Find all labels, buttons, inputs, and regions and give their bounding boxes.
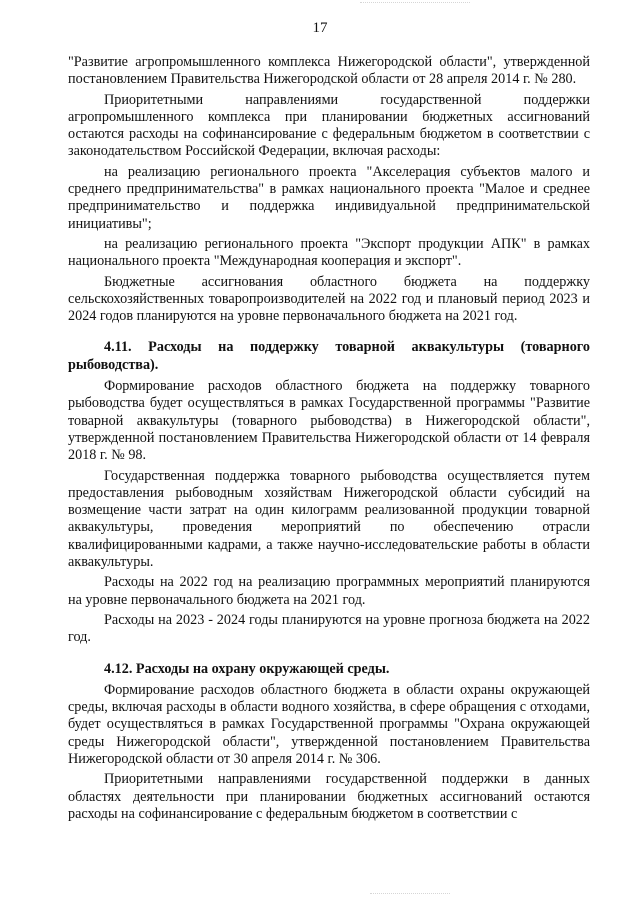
paragraph: Приоритетными направлениями государственной поддержки в данных областях деятельности при планировании бюджетных ассигнований остаются расходы на софинансирование с федеральным бюджетом в соответствии с [68,771,590,822]
page-number: 17 [312,20,328,36]
paragraph: Государственная поддержка товарного рыбоводства осуществляется путем предоставления рыбоводным хозяйствам Нижегородской области субсидий на возмещение части затрат на один килограмм реализованной продукции товарной аквакультуры, проведения мероприятий по обеспечению отрасли квалифицированными кадрами, а также научно-исследовательские работы в области аквакультуры. [68,467,590,571]
paragraph: "Развитие агропромышленного комплекса Нижегородской области", утвержденной постановлением Правительства Нижегородской области от 28 апреля 2014 г. № 280. [68,54,590,88]
document-body [68,54,590,826]
scan-artifact-bottom [370,893,450,898]
paragraph: Расходы на 2023 - 2024 годы планируются на уровне прогноза бюджета на 2022 год. [68,611,590,646]
section-heading-4-12: 4.12. Расходы на охрану окружающей среды. [104,660,390,677]
paragraph: на реализацию регионального проекта "Акселерация субъектов малого и среднего предпринимательства" в рамках национального проекта "Малое и среднее предпринимательство и поддержка индивидуальной предпринимательской инициативы"; [68,163,590,232]
paragraph: на реализацию регионального проекта "Экспорт продукции АПК" в рамках национального проекта "Международная кооперация и экспорт". [68,235,590,270]
paragraph: Расходы на 2022 год на реализацию программных мероприятий планируются на уровне первоначального бюджета на 2021 год. [68,574,590,608]
scan-artifact-top [360,2,470,8]
paragraph: Формирование расходов областного бюджета в области охраны окружающей среды, включая расходы в области водного хозяйства, в сфере обращения с отходами, будет осуществляться в рамках Государственной программы "Охрана окружающей среды Нижегородской области", утвержденной постановлением Правительства Нижегородской области от 30 апреля 2014 г. № 306. [68,681,590,767]
paragraph: Приоритетными направлениями государственной поддержки агропромышленного комплекса при планировании бюджетных ассигнований остаются расходы на софинансирование с федеральным бюджетом в соответствии с законодательством Российской Федерации, включая расходы: [68,91,590,160]
section-heading-4-11: 4.11. Расходы на поддержку товарной аквакультуры (товарного рыбоводства). [68,339,590,373]
paragraph: Бюджетные ассигнования областного бюджета на поддержку сельскохозяйственных товаропроизводителей на 2022 год и плановый период 2023 и 2024 годов планируются на уровне первоначального бюджета на 2021 год. [68,273,590,325]
paragraph: Формирование расходов областного бюджета на поддержку товарного рыбоводства будет осуществляться в рамках Государственной программы "Развитие товарной аквакультуры (товарного рыбоводства) в Нижегородской области", утвержденной постановлением Правительства Нижегородской области от 14 февраля 2018 г. № 98. [68,378,590,464]
